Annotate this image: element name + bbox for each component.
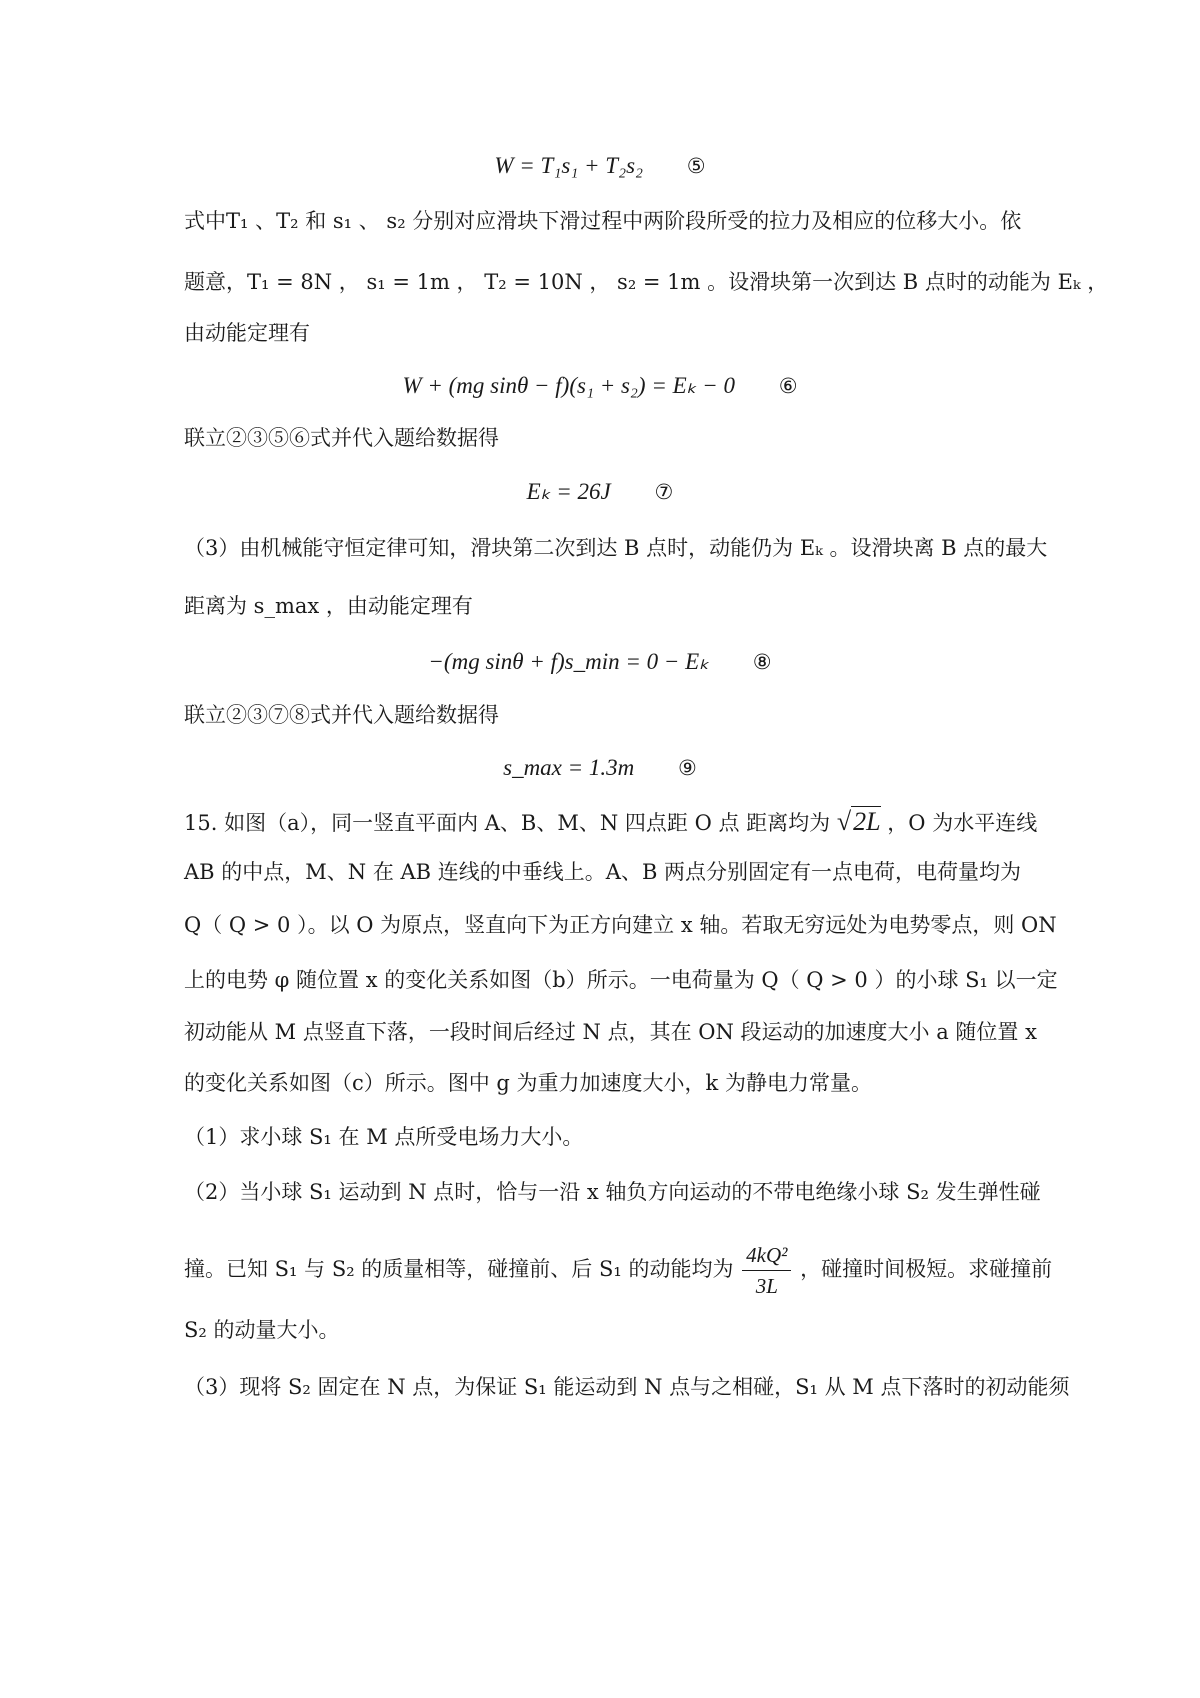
- question-text: ，O 为水平连线: [887, 811, 1038, 835]
- paragraph-line: 联立②③⑦⑧式并代入题给数据得: [184, 703, 499, 727]
- equation-7: [0, 476, 1200, 508]
- equation-9: [0, 752, 1200, 784]
- question-text: 撞。已知 S₁ 与 S₂ 的质量相等，碰撞前、后 S₁ 的动能均为: [184, 1257, 734, 1281]
- equation-tag: ⑨: [678, 756, 697, 780]
- equation-8: [0, 646, 1200, 678]
- question-15-line: 的变化关系如图（c）所示。图中 g 为重力加速度大小，k 为静电力常量。: [184, 1071, 872, 1095]
- sub-question-1: （1）求小球 S₁ 在 M 点所受电场力大小。: [184, 1125, 584, 1149]
- question-15-line: 初动能从 M 点竖直下落，一段时间后经过 N 点，其在 ON 段运动的加速度大小 a 随位置 x: [184, 1020, 1037, 1044]
- equation-tag: ⑧: [752, 650, 772, 674]
- equation-tag: ⑦: [654, 480, 674, 504]
- sqrt-expression: √2L: [836, 807, 881, 836]
- equation-5: [0, 150, 1200, 182]
- equation-expr: s_max = 1.3m: [503, 755, 635, 780]
- equation-expr: −(mg sinθ + f)s_min = 0 − Eₖ: [428, 649, 709, 674]
- fraction-denominator: 3L: [755, 1274, 778, 1298]
- question-text: 15. 如图（a），同一竖直平面内 A、B、M、N 四点距 O 点 距离均为: [184, 811, 831, 835]
- equation-6: [0, 370, 1200, 402]
- sub-question-2-line: S₂ 的动量大小。: [184, 1318, 340, 1342]
- paragraph-line: 联立②③⑤⑥式并代入题给数据得: [184, 426, 499, 450]
- equation-tag: ⑤: [686, 154, 706, 178]
- equation-tag: ⑥: [778, 374, 798, 398]
- fraction: [742, 1240, 791, 1301]
- question-text: ，碰撞时间极短。求碰撞前: [800, 1257, 1053, 1281]
- equation-expr: Eₖ = 26J: [526, 479, 611, 504]
- question-15-line: [184, 807, 1037, 838]
- equation-expr: W = T₁s₁ + T₂s₂: [494, 153, 644, 178]
- paragraph-line: 由动能定理有: [184, 321, 310, 345]
- equation-expr: W + (mg sinθ − f)(s₁ + s₂) = Eₖ − 0: [402, 373, 735, 398]
- paragraph-line: 式中T₁ 、T₂ 和 s₁ 、 s₂ 分别对应滑块下滑过程中两阶段所受的拉力及相应的位移大小。依: [184, 209, 1022, 233]
- sub-question-3-line: （3）现将 S₂ 固定在 N 点，为保证 S₁ 能运动到 N 点与之相碰，S₁ 从 M 点下落时的初动能须: [184, 1375, 1070, 1399]
- paragraph-line: （3）由机械能守恒定律可知，滑块第二次到达 B 点时，动能仍为 Eₖ 。设滑块离 B 点的最大: [184, 536, 1048, 560]
- sqrt-radicand: 2L: [853, 807, 881, 836]
- paragraph-line: 距离为 s_max ，由动能定理有: [184, 594, 473, 618]
- sub-question-2-line: （2）当小球 S₁ 运动到 N 点时，恰与一沿 x 轴负方向运动的不带电绝缘小球 S₂ 发生弹性碰: [184, 1180, 1041, 1204]
- question-15-line: AB 的中点，M、N 在 AB 连线的中垂线上。A、B 两点分别固定有一点电荷，电荷量均为: [184, 860, 1022, 884]
- question-15-line: 上的电势 φ 随位置 x 的变化关系如图（b）所示。一电荷量为 Q（ Q > 0 ）的小球 S₁ 以一定: [184, 968, 1058, 992]
- fraction-numerator: 4kQ²: [742, 1240, 791, 1271]
- sub-question-2-line: [184, 1240, 1052, 1301]
- paragraph-line: 题意，T₁ = 8N ， s₁ = 1m ， T₂ = 10N ， s₂ = 1m 。设滑块第一次到达 B 点时的动能为 Eₖ ，: [184, 270, 1109, 294]
- question-15-line: Q（ Q > 0 ）。以 O 为原点，竖直向下为正方向建立 x 轴。若取无穷远处为电势零点，则 ON: [184, 913, 1057, 937]
